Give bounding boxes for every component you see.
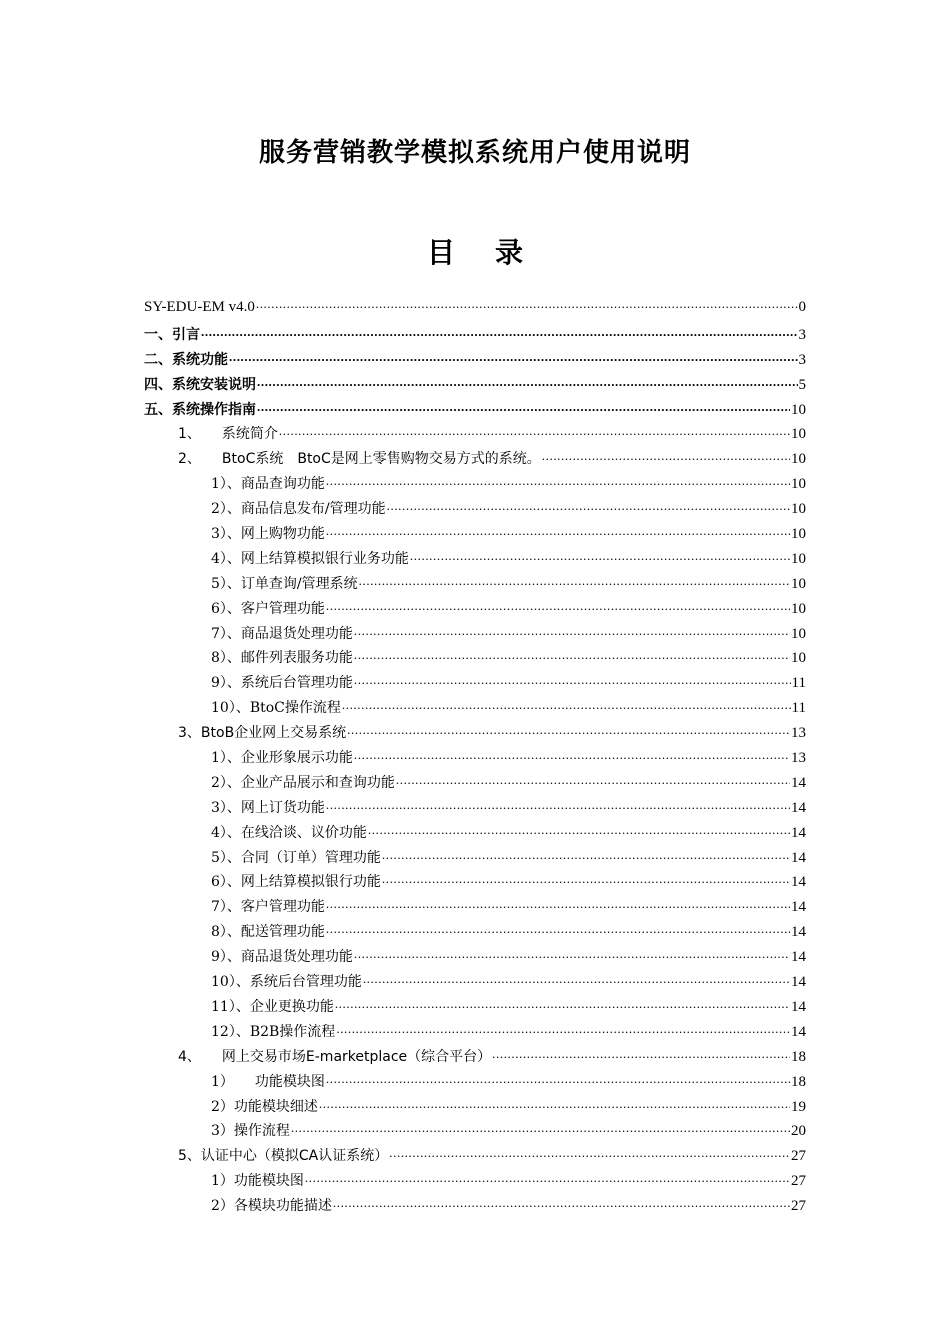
toc-entry-label: 9）、商品退货处理功能 [211, 949, 353, 966]
toc-entry[interactable] [144, 921, 806, 946]
toc-entry-page-number: 14 [791, 824, 806, 841]
toc-entry-page-number: 0 [798, 299, 806, 315]
toc-entry[interactable] [144, 598, 806, 623]
toc-entry-page-number: 10 [791, 426, 806, 443]
toc-entry[interactable] [144, 498, 806, 523]
toc-dot-leader [389, 1145, 790, 1161]
toc-entry-page-number: 11 [791, 700, 806, 717]
toc-entry-label: 5）、订单查询/管理系统 [211, 575, 358, 592]
toc-entry-page-number: 13 [791, 750, 806, 767]
toc-dot-leader [396, 772, 790, 788]
toc-entry-label: 10）、BtoC操作流程 [211, 700, 341, 717]
toc-entry-page-number: 10 [791, 600, 806, 617]
toc-entry[interactable] [144, 797, 806, 822]
toc-dot-leader [326, 797, 790, 813]
toc-entry-label: 1）、企业形象展示功能 [211, 750, 353, 767]
toc-entry[interactable] [144, 672, 806, 697]
toc-entry-label: 五、系统操作指南 [144, 401, 256, 418]
toc-entry-label: 3）、网上购物功能 [211, 526, 325, 543]
toc-entry[interactable] [144, 647, 806, 672]
toc-entry-page-number: 14 [791, 849, 806, 866]
toc-dot-leader [326, 921, 790, 937]
toc-dot-leader [368, 822, 790, 838]
toc-dot-leader [354, 672, 791, 688]
toc-entry[interactable] [144, 324, 806, 349]
toc-entry[interactable] [144, 1195, 806, 1220]
toc-entry-label: 7）、客户管理功能 [211, 899, 325, 916]
toc-dot-leader [354, 747, 790, 763]
toc-entry-label: SY-EDU-EM v4.0 [144, 299, 255, 315]
toc-entry-label: 3、BtoB企业网上交易系统 [178, 725, 347, 742]
toc-entry-page-number: 14 [791, 774, 806, 791]
toc-entry-label: 5）、合同（订单）管理功能 [211, 849, 381, 866]
toc-entry[interactable] [144, 847, 806, 872]
toc-entry-page-number: 10 [791, 550, 806, 567]
toc-dot-leader [257, 399, 790, 415]
toc-entry[interactable] [144, 1096, 806, 1121]
toc-entry-page-number: 14 [791, 998, 806, 1015]
toc-entry-page-number: 10 [791, 476, 806, 493]
toc-dot-leader [201, 324, 798, 340]
toc-entry[interactable] [144, 349, 806, 374]
toc-dot-leader [326, 896, 790, 912]
toc-entry[interactable] [144, 722, 806, 747]
toc-entry-label: 3）、网上订货功能 [211, 799, 325, 816]
toc-entry[interactable] [144, 448, 806, 473]
toc-entry-label: 2）、企业产品展示和查询功能 [211, 774, 395, 791]
toc-entry-page-number: 10 [791, 650, 806, 667]
toc-entry-label: 1）功能模块图 [211, 1173, 304, 1190]
toc-entry-page-number: 14 [791, 949, 806, 966]
toc-entry[interactable] [144, 623, 806, 648]
toc-entry-label: 4）、网上结算模拟银行业务功能 [211, 550, 409, 567]
toc-dot-leader [382, 871, 790, 887]
toc-entry[interactable] [144, 1145, 806, 1170]
toc-dot-leader [354, 647, 790, 663]
toc-dot-leader [326, 1071, 790, 1087]
toc-entry[interactable] [144, 374, 806, 399]
toc-entry-page-number: 10 [791, 451, 806, 468]
toc-entry[interactable] [144, 399, 806, 424]
toc-entry-label: 4）、在线洽谈、议价功能 [211, 824, 367, 841]
toc-entry-page-number: 3 [798, 326, 806, 343]
toc-entry-label: 8）、配送管理功能 [211, 924, 325, 941]
toc-entry[interactable] [144, 473, 806, 498]
toc-entry-label: 1） 功能模块图 [211, 1073, 325, 1090]
toc-dot-leader [257, 374, 798, 390]
toc-entry-label: 3）操作流程 [211, 1123, 290, 1140]
toc-entry-page-number: 10 [791, 625, 806, 642]
toc-entry-page-number: 14 [791, 799, 806, 816]
toc-entry-page-number: 10 [791, 501, 806, 518]
toc-entry-page-number: 18 [791, 1048, 806, 1065]
toc-dot-leader [542, 448, 790, 464]
toc-entry[interactable] [144, 772, 806, 797]
toc-dot-leader [305, 1170, 790, 1186]
toc-entry-page-number: 14 [791, 974, 806, 991]
toc-entry[interactable] [144, 1021, 806, 1046]
toc-entry-label: 7）、商品退货处理功能 [211, 625, 353, 642]
toc-entry-label: 5、认证中心（模拟CA认证系统） [178, 1148, 389, 1165]
toc-entry[interactable] [144, 971, 806, 996]
toc-entry-page-number: 19 [791, 1098, 806, 1115]
toc-dot-leader [229, 349, 798, 365]
toc-dot-leader [256, 299, 798, 313]
toc-dot-leader [382, 847, 790, 863]
toc-entry[interactable] [144, 996, 806, 1021]
toc-entry-page-number: 27 [791, 1173, 806, 1190]
toc-dot-leader [492, 1046, 790, 1062]
toc-entry[interactable] [144, 946, 806, 971]
toc-entry[interactable] [144, 871, 806, 896]
toc-entry-label: 12）、B2B操作流程 [211, 1023, 336, 1040]
toc-entry[interactable] [144, 697, 806, 722]
toc-entry[interactable] [144, 896, 806, 921]
toc-entry-label: 四、系统安装说明 [144, 376, 256, 393]
toc-entry-page-number: 27 [791, 1198, 806, 1215]
toc-entry-label: 1）、商品查询功能 [211, 476, 325, 493]
toc-entry-page-number: 20 [791, 1123, 806, 1140]
toc-entry[interactable] [144, 548, 806, 573]
toc-entry-page-number: 10 [791, 526, 806, 543]
toc-dot-leader [387, 498, 790, 514]
toc-heading-char-1: 目 [426, 236, 455, 269]
toc-entry-label: 1、 系统简介 [178, 426, 278, 443]
toc-entry-page-number: 14 [791, 1023, 806, 1040]
toc-heading [0, 231, 950, 271]
toc-entry-label: 6）、网上结算模拟银行功能 [211, 874, 381, 891]
table-of-contents [144, 299, 806, 1220]
toc-dot-leader [335, 996, 790, 1012]
toc-heading-char-2: 录 [495, 236, 524, 269]
toc-dot-leader [336, 1021, 790, 1037]
toc-dot-leader [354, 946, 790, 962]
toc-entry-page-number: 14 [791, 924, 806, 941]
toc-dot-leader [410, 548, 790, 564]
toc-entry-page-number: 13 [791, 725, 806, 742]
toc-entry-label: 10）、系统后台管理功能 [211, 974, 362, 991]
toc-entry-label: 6）、客户管理功能 [211, 600, 325, 617]
toc-entry[interactable] [144, 573, 806, 598]
toc-entry[interactable] [144, 523, 806, 548]
toc-entry[interactable] [144, 299, 806, 324]
toc-entry-label: 11）、企业更换功能 [211, 998, 334, 1015]
toc-entry-label: 2）功能模块细述 [211, 1098, 318, 1115]
toc-entry-page-number: 3 [798, 351, 806, 368]
toc-entry[interactable] [144, 1046, 806, 1071]
toc-entry[interactable] [144, 1071, 806, 1096]
toc-entry-label: 9）、系统后台管理功能 [211, 675, 353, 692]
toc-dot-leader [291, 1120, 790, 1136]
toc-entry[interactable] [144, 822, 806, 847]
toc-entry-page-number: 10 [791, 401, 806, 418]
toc-entry-label: 2）各模块功能描述 [211, 1198, 332, 1215]
toc-entry[interactable] [144, 1170, 806, 1195]
toc-entry-label: 一、引言 [144, 326, 200, 343]
toc-entry-page-number: 18 [791, 1073, 806, 1090]
toc-entry-page-number: 11 [791, 675, 806, 692]
toc-entry-label: 二、系统功能 [144, 351, 228, 368]
toc-dot-leader [326, 523, 790, 539]
toc-dot-leader [359, 573, 790, 589]
toc-dot-leader [326, 598, 790, 614]
toc-entry[interactable] [144, 1120, 806, 1145]
toc-entry-page-number: 27 [791, 1148, 806, 1165]
toc-dot-leader [363, 971, 790, 987]
toc-dot-leader [354, 623, 790, 639]
toc-entry-label: 2）、商品信息发布/管理功能 [211, 501, 386, 518]
toc-entry-page-number: 5 [798, 376, 806, 393]
toc-entry-label: 2、 BtoC系统 BtoC是网上零售购物交易方式的系统。 [178, 451, 541, 468]
toc-entry-page-number: 10 [791, 575, 806, 592]
toc-dot-leader [326, 473, 790, 489]
toc-dot-leader [342, 697, 791, 713]
toc-dot-leader [333, 1195, 790, 1211]
toc-entry-label: 8）、邮件列表服务功能 [211, 650, 353, 667]
toc-entry[interactable] [144, 423, 806, 448]
toc-dot-leader [319, 1096, 790, 1112]
toc-dot-leader [347, 722, 790, 738]
toc-entry-page-number: 14 [791, 874, 806, 891]
toc-entry-label: 4、 网上交易市场E-marketplace（综合平台） [178, 1048, 492, 1065]
document-title: 服务营销教学模拟系统用户使用说明 [258, 138, 691, 168]
toc-entry[interactable] [144, 747, 806, 772]
toc-dot-leader [279, 423, 790, 439]
toc-entry-page-number: 14 [791, 899, 806, 916]
